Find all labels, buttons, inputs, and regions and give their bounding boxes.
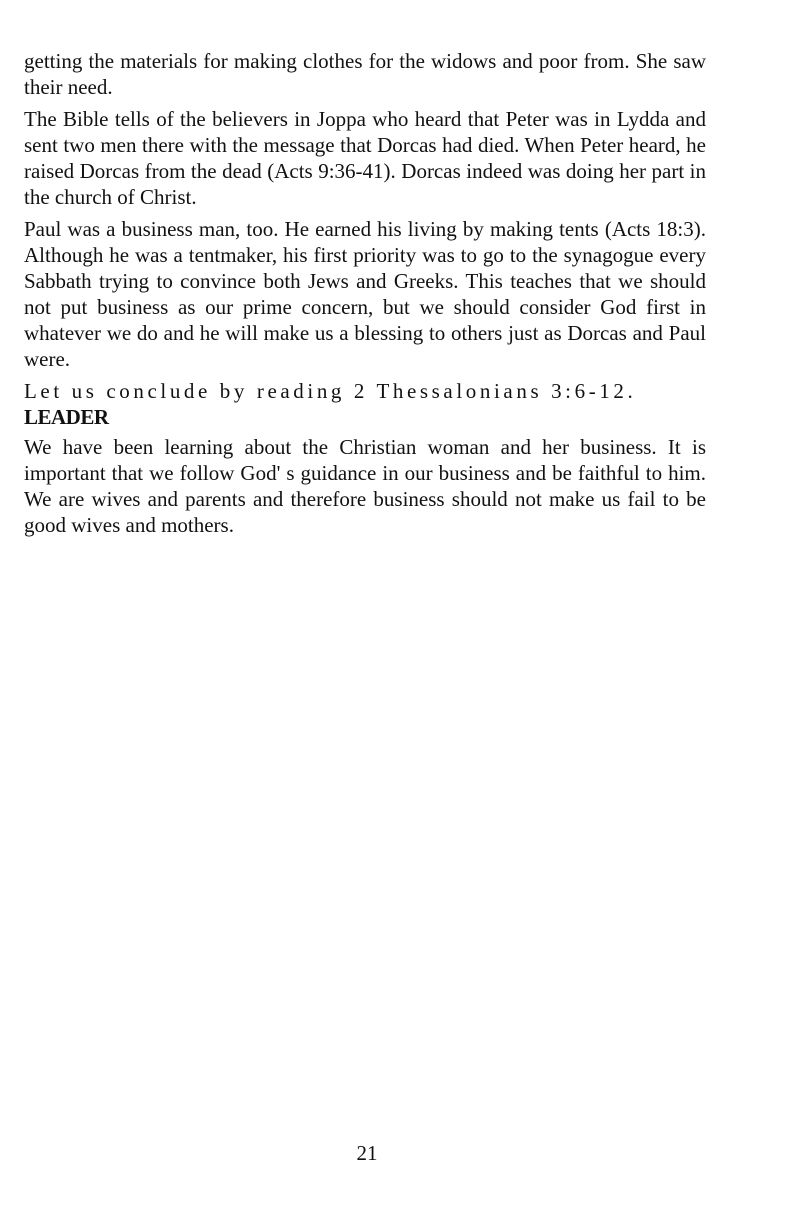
page-content — [24, 48, 706, 544]
paragraph-conclude-reading: Let us conclude by reading 2 Thessalonians 3:6-12. — [24, 379, 637, 403]
paragraph-closing: We have been learning about the Christian woman and her business. It is important that we follow God' s guidance in our business and be faithful to him. We are wives and parents and therefore business should not make us fail to be good wives and mothers. — [24, 435, 706, 537]
paragraph-widows: getting the materials for making clothes for the widows and poor from. She saw their need. — [24, 49, 706, 99]
paragraph-dorcas-joppa: The Bible tells of the believers in Joppa who heard that Peter was in Lydda and sent two men there with the message that Dorcas had died. When Peter heard, he raised Dorcas from the dead (Acts 9:36-41). Dorcas indeed was doing her part in the church of Christ. — [24, 107, 706, 209]
section-heading-leader: LEADER — [24, 405, 109, 429]
paragraph-paul-tentmaker: Paul was a business man, too. He earned his living by making tents (Acts 18:3). Although he was a tentmaker, his first priority was to go to the synagogue every Sabbath trying to convince both Jews and Greeks. This teaches that we should not put business as our prime concern, but we should consider God first in whatever we do and he will make us a blessing to others just as Dorcas and Paul were. — [24, 217, 706, 371]
page-number: 21 — [356, 1141, 378, 1165]
